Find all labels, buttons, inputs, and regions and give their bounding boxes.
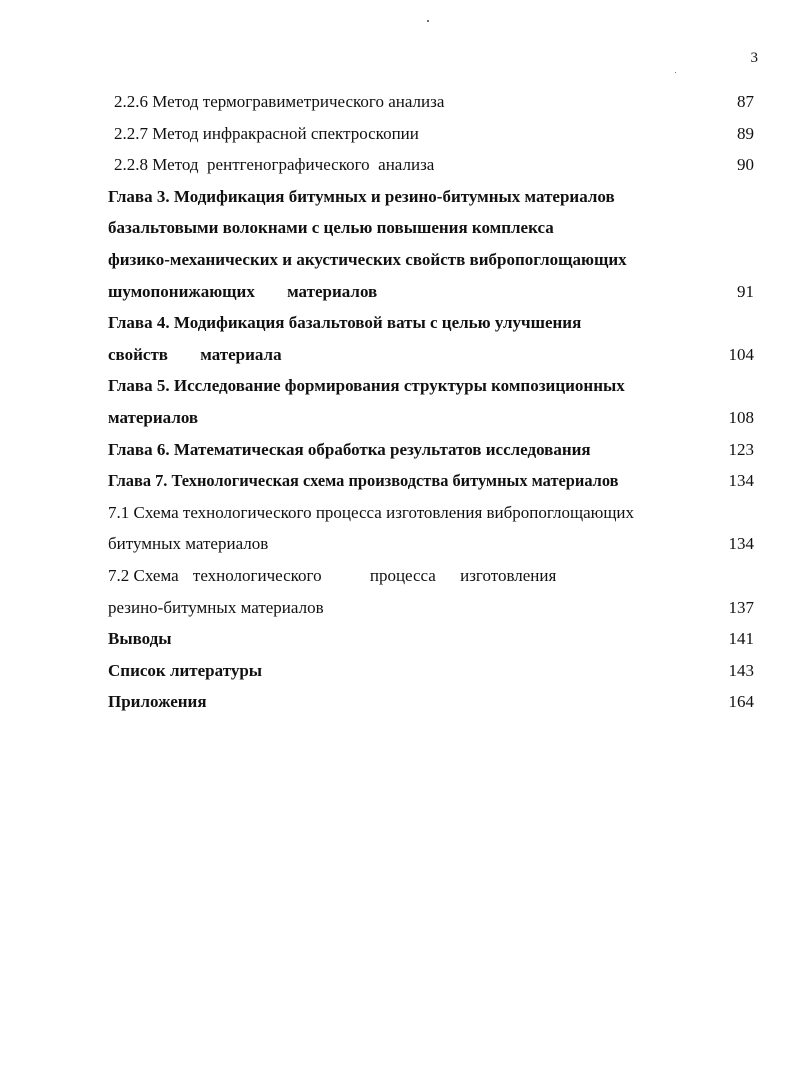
toc-entry-title: резино-битумных материалов [108, 597, 324, 617]
toc-entry-title: битумных материалов [108, 534, 269, 554]
toc-entry-page: 164 [728, 692, 754, 712]
toc-entry-title-part: технологического [192, 565, 322, 585]
toc-entry-page: 123 [728, 439, 754, 459]
toc-entry-title-part: материалов [287, 281, 378, 301]
toc-entry-title: Список литературы [108, 660, 263, 680]
toc-entry-page: 91 [737, 281, 754, 301]
toc-entry-title: Глава 5. Исследование формирования структуры композиционных [108, 376, 625, 396]
toc-entry-title: Приложения [108, 692, 207, 712]
toc-entry-chapter-4-line-2 [108, 339, 754, 371]
toc-entry-7-1-line-2 [108, 528, 754, 560]
toc-entry-title: 2.2.8 Метод рентгенографического анализа [114, 155, 435, 175]
toc-entry-chapter-3-line-2 [108, 212, 754, 244]
toc-entry-chapter-3-line-1 [108, 181, 754, 213]
scan-speck [675, 72, 676, 73]
scan-speck [427, 20, 429, 22]
toc-entry-page: 137 [728, 597, 754, 617]
toc-entry-appendices [108, 686, 754, 718]
toc-entry-title-part: шумопонижающих [108, 281, 255, 301]
toc-entry-chapter-5-line-2 [108, 402, 754, 434]
toc-entry-title: 2.2.6 Метод термогравиметрического анализа [114, 92, 445, 111]
toc-entry-page: 108 [728, 407, 754, 427]
toc-entry-title-part: 7.2 Схема [108, 565, 179, 585]
toc-entry-page: 87 [737, 92, 754, 111]
toc-entry-conclusions [108, 623, 754, 655]
toc-entry-7-1-line-1 [108, 497, 754, 529]
toc-entry-chapter-7 [108, 465, 754, 497]
table-of-contents [108, 86, 754, 718]
toc-entry-page: 89 [737, 123, 754, 143]
toc-entry-title-part: свойств [108, 344, 168, 364]
toc-entry-page: 90 [737, 155, 754, 175]
toc-entry-title: 2.2.7 Метод инфракрасной спектроскопии [114, 123, 419, 143]
toc-entry-2-2-6 [108, 86, 754, 118]
toc-entry-title-part: процесса [369, 565, 436, 585]
toc-entry-page: 134 [728, 534, 754, 554]
toc-entry-title: Глава 7. Технологическая схема производства битумных материалов [108, 471, 619, 491]
toc-entry-2-2-8 [108, 149, 754, 181]
page-number: 3 [750, 50, 758, 66]
toc-entry-chapter-3-line-3 [108, 244, 754, 276]
toc-entry-page: 134 [728, 471, 754, 491]
toc-entry-chapter-5-line-1 [108, 370, 754, 402]
toc-entry-title: Глава 3. Модификация битумных и резино-битумных материалов [108, 186, 615, 206]
toc-entry-chapter-3-line-4 [108, 276, 754, 308]
toc-entry-title: материалов [108, 407, 199, 427]
toc-entry-title-part: изготовления [460, 565, 557, 585]
toc-entry-page: 143 [728, 660, 754, 680]
toc-entry-2-2-7 [108, 118, 754, 150]
toc-entry-title-part: материала [200, 344, 282, 364]
toc-entry-7-2-line-2 [108, 592, 754, 624]
toc-entry-chapter-6 [108, 434, 754, 466]
toc-entry-title: Глава 4. Модификация базальтовой ваты с целью улучшения [108, 313, 582, 333]
toc-entry-page: 141 [728, 629, 754, 649]
toc-entry-7-2-line-1 [108, 560, 754, 592]
toc-entry-chapter-4-line-1 [108, 307, 754, 339]
toc-entry-title: Выводы [108, 629, 172, 649]
toc-entry-title: 7.1 Схема технологического процесса изготовления вибропоглощающих [108, 502, 635, 522]
toc-entry-references [108, 655, 754, 687]
toc-entry-title: физико-механических и акустических свойств вибропоглощающих [108, 249, 627, 269]
toc-entry-title: Глава 6. Математическая обработка результатов исследования [108, 439, 591, 459]
toc-entry-title: базальтовыми волокнами с целью повышения комплекса [108, 218, 554, 238]
toc-entry-page: 104 [728, 344, 754, 364]
